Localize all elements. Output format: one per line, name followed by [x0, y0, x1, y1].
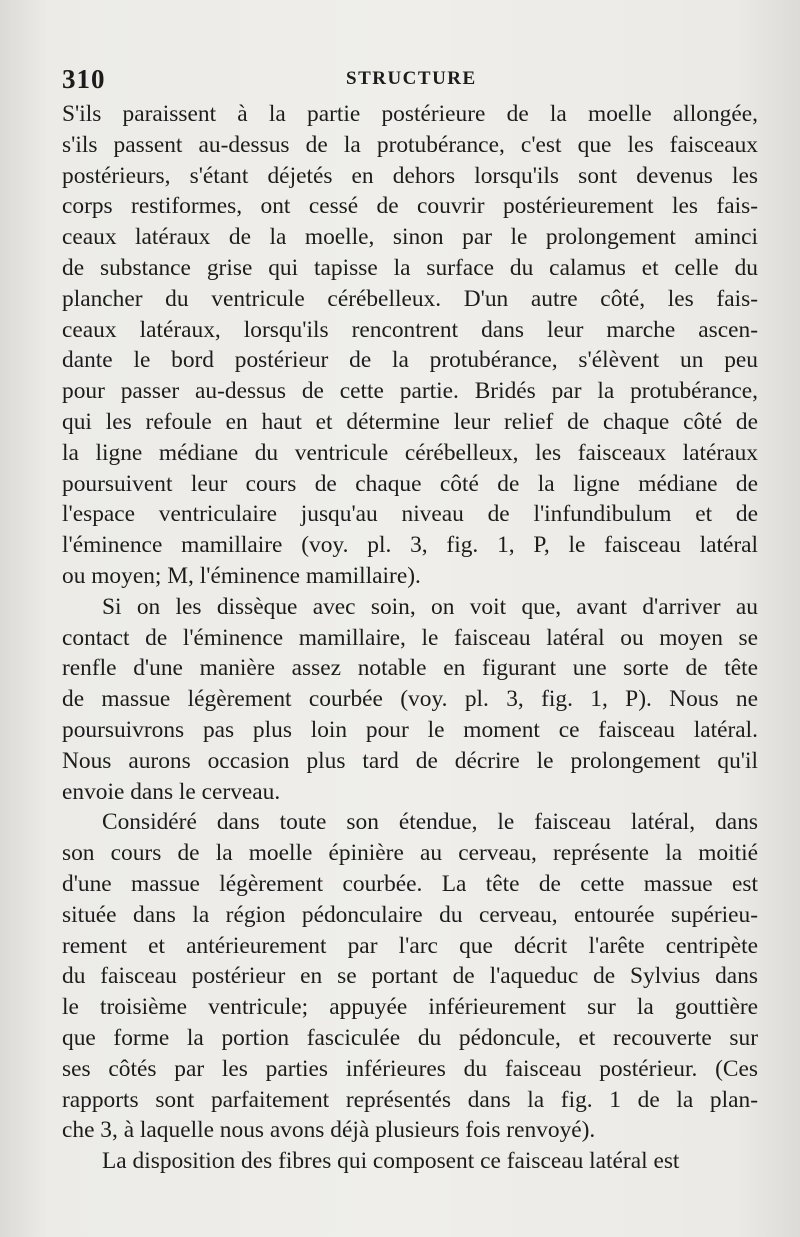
text-line: l'éminence mamillaire (voy. pl. 3, fig. 1, P, le faisceau latéral: [62, 532, 758, 559]
text-line: d'une massue légèrement courbée. La tête de cette massue est: [62, 870, 758, 897]
text-line: de substance grise qui tapisse la surface du calamus et celle du: [62, 254, 758, 281]
text-line: rement et antérieurement par l'arc que décrit l'arête centripète: [62, 932, 758, 959]
text-line: s'ils passent au-dessus de la protubérance, c'est que les faisceaux: [62, 131, 758, 158]
text-line: postérieurs, s'étant déjetés en dehors lorsqu'ils sont devenus les: [62, 162, 758, 189]
text-line: S'ils paraissent à la partie postérieure de la moelle allongée,: [62, 101, 758, 127]
text-line: son cours de la moelle épinière au cerveau, représente la moitié: [62, 840, 758, 867]
text-line: qui les refoule en haut et détermine leur relief de chaque côté de: [62, 408, 758, 435]
text-line: Si on les dissèque avec soin, on voit que, avant d'arriver au: [102, 593, 758, 620]
text-line: Considéré dans toute son étendue, le faisceau latéral, dans: [102, 809, 758, 836]
paragraph: [62, 592, 758, 808]
text-line: envoie dans le cerveau.: [62, 778, 281, 805]
body-text: [62, 99, 758, 1177]
page-header: [62, 64, 760, 100]
text-line: du faisceau postérieur en se portant de l'aqueduc de Sylvius dans: [62, 963, 758, 990]
text-line: Nous aurons occasion plus tard de décrire le prolongement qu'il: [62, 747, 758, 774]
text-line: plancher du ventricule cérébelleux. D'un autre côté, les fais-: [62, 285, 758, 312]
text-line: poursuivent leur cours de chaque côté de la ligne médiane de: [62, 470, 758, 497]
text-line: ou moyen; M, l'éminence mamillaire).: [62, 562, 421, 589]
paragraph: [62, 99, 758, 592]
text-line: que forme la portion fasciculée du pédoncule, et recouverte sur: [62, 1024, 758, 1051]
text-line: l'espace ventriculaire jusqu'au niveau de l'infundibulum et de: [62, 501, 758, 528]
text-line: ceaux latéraux de la moelle, sinon par le prolongement aminci: [62, 224, 758, 251]
text-line: contact de l'éminence mamillaire, le faisceau latéral ou moyen se: [62, 624, 758, 651]
text-line: ses côtés par les parties inférieures du faisceau postérieur. (Ces: [62, 1055, 758, 1082]
text-line: dante le bord postérieur de la protubérance, s'élèvent un peu: [62, 347, 758, 374]
paragraph: [62, 1146, 758, 1177]
text-line: le troisième ventricule; appuyée inférieurement sur la gouttière: [62, 994, 758, 1021]
text-line: de massue légèrement courbée (voy. pl. 3, fig. 1, P). Nous ne: [62, 686, 758, 713]
page-number: 310: [62, 64, 106, 94]
running-head: STRUCTURE: [346, 68, 477, 89]
text-line: la ligne médiane du ventricule cérébelleux, les faisceaux latéraux: [62, 439, 758, 466]
paragraph: [62, 807, 758, 1146]
text-line: située dans la région pédonculaire du cerveau, entourée supérieu-: [62, 901, 758, 928]
text-line: che 3, à laquelle nous avons déjà plusieurs fois renvoyé).: [62, 1117, 596, 1144]
text-line: rapports sont parfaitement représentés dans la fig. 1 de la plan-: [62, 1086, 758, 1113]
text-line: pour passer au-dessus de cette partie. Bridés par la protubérance,: [62, 378, 758, 405]
text-line: poursuivrons pas plus loin pour le moment ce faisceau latéral.: [62, 716, 758, 743]
text-line: renfle d'une manière assez notable en figurant une sorte de tête: [62, 655, 758, 682]
text-line: La disposition des fibres qui composent ce faisceau latéral est: [102, 1148, 680, 1175]
text-line: ceaux latéraux, lorsqu'ils rencontrent dans leur marche ascen-: [62, 316, 758, 343]
text-line: corps restiformes, ont cessé de couvrir postérieurement les fais-: [62, 193, 758, 220]
